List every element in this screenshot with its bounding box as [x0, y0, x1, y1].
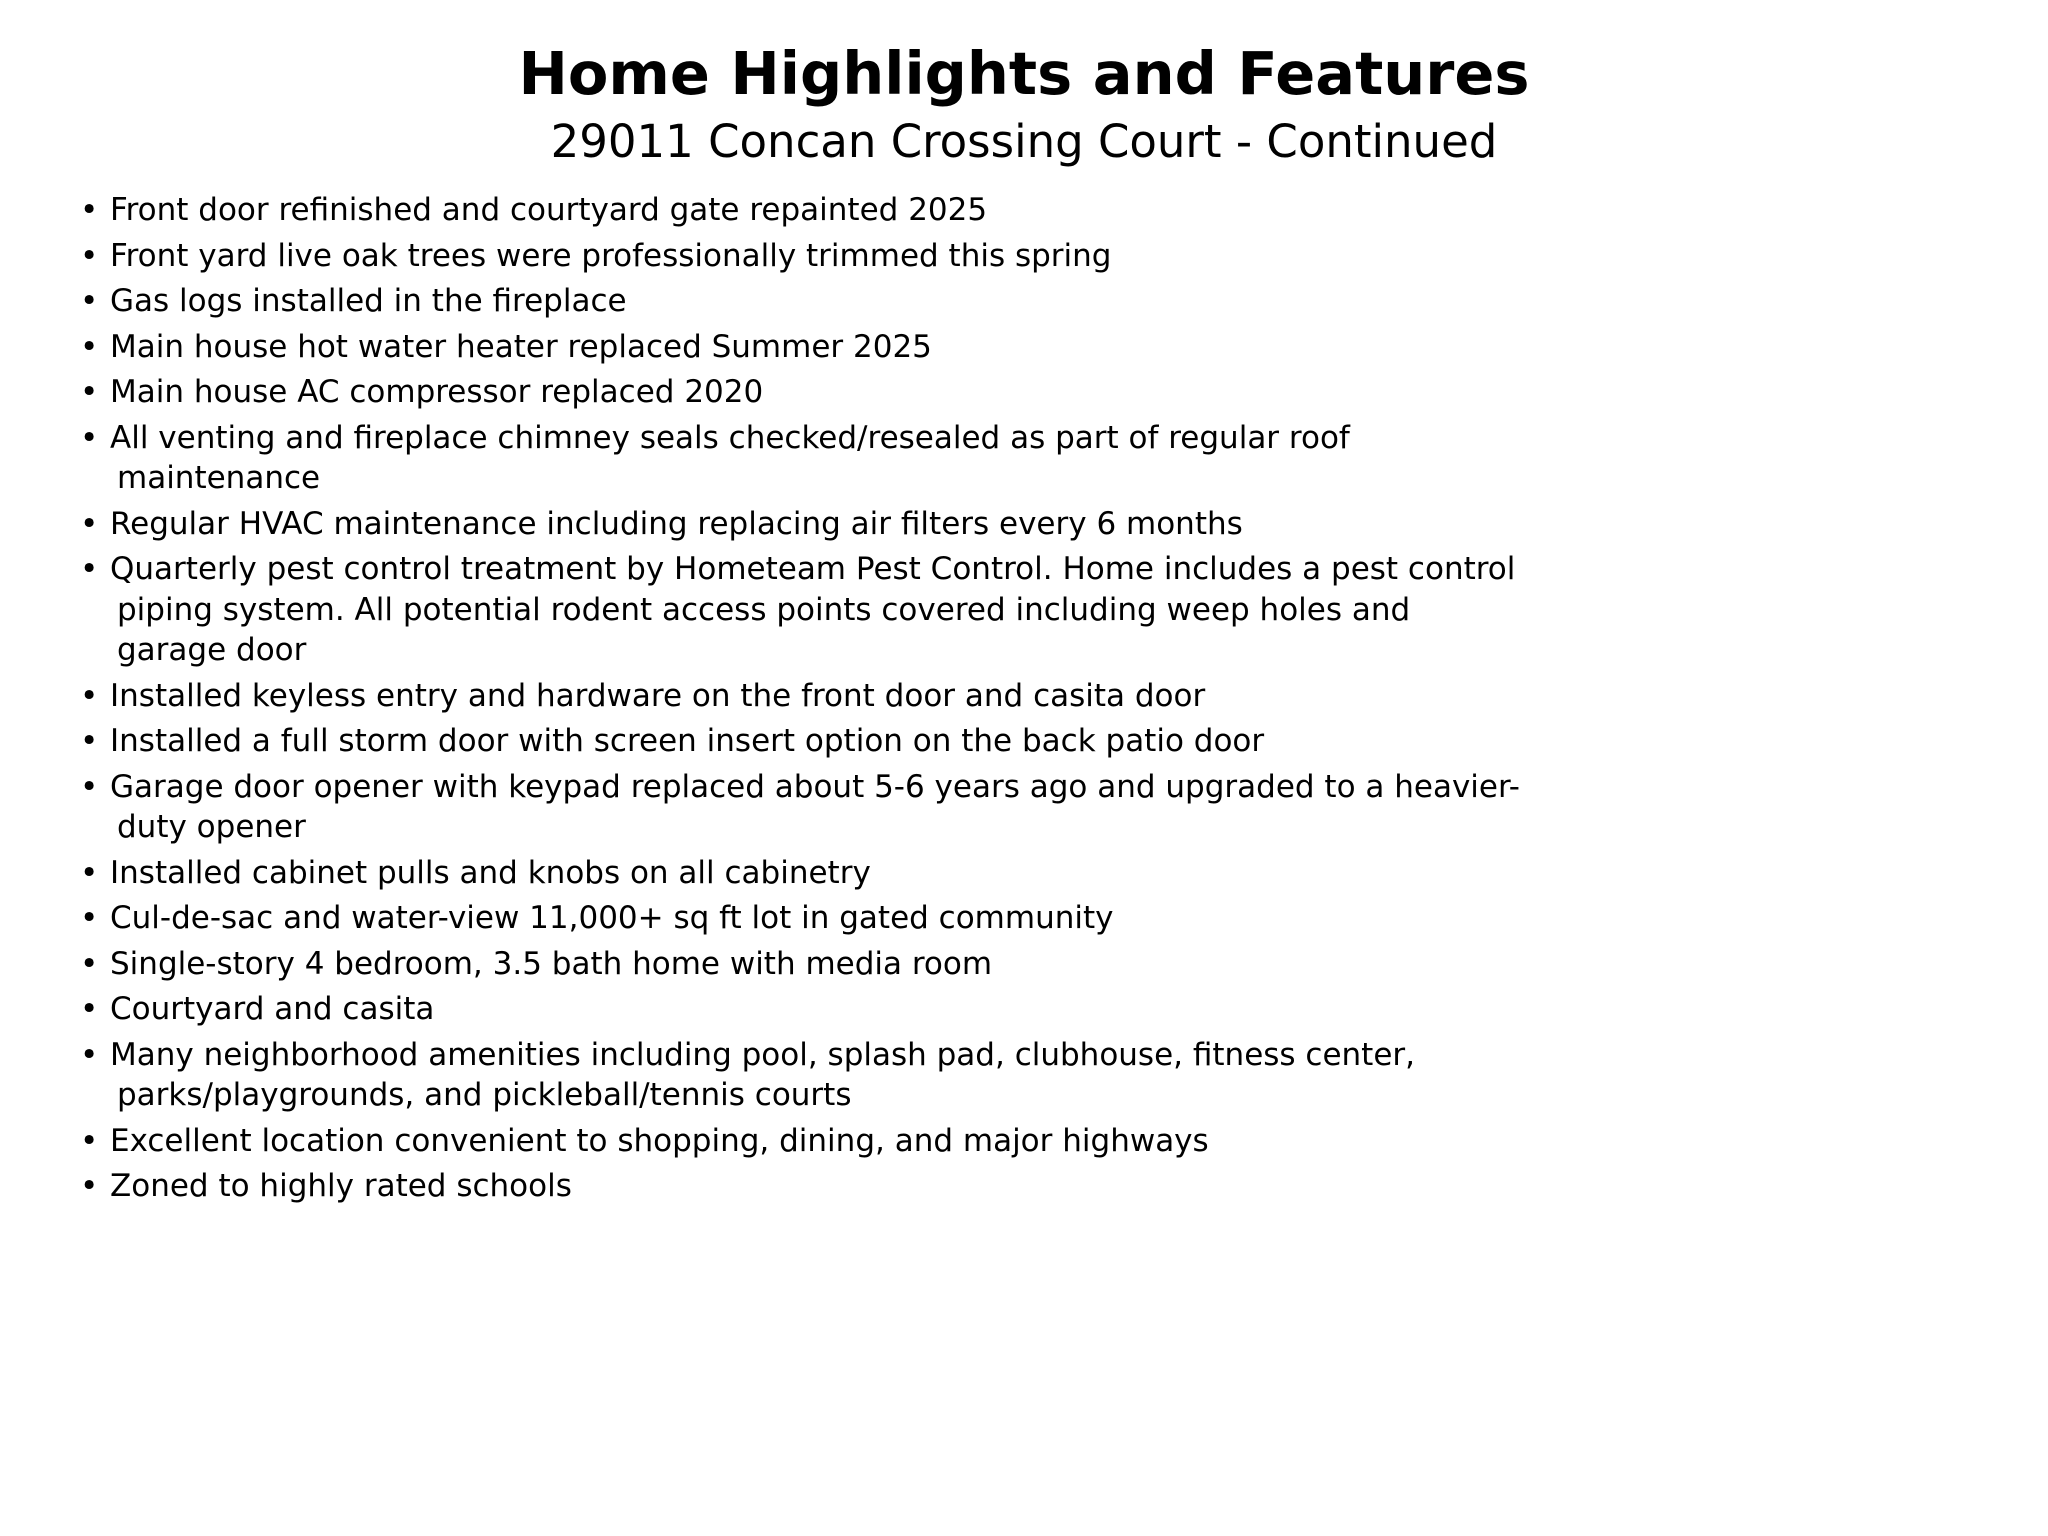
- feature-item: [80, 898, 1640, 939]
- feature-text-line: Installed a full storm door with screen insert option on the back patio door: [110, 723, 1265, 759]
- feature-text-line: Single-story 4 bedroom, 3.5 bath home with media room: [110, 945, 993, 982]
- bullet-icon: •: [80, 283, 99, 319]
- bullet-icon: •: [80, 945, 99, 982]
- bullet-icon: •: [80, 374, 99, 410]
- feature-item: [80, 1035, 1640, 1116]
- feature-text-line: Excellent location convenient to shopping, dining, and major highways: [110, 1122, 1209, 1159]
- feature-text-line: Many neighborhood amenities including pool, splash pad, clubhouse, fitness center,: [110, 1036, 1416, 1073]
- feature-text-line: Regular HVAC maintenance including replacing air filters every 6 months: [110, 505, 1243, 542]
- bullet-icon: •: [80, 723, 99, 759]
- feature-item: [80, 190, 1640, 231]
- page-title: Home Highlights and Features: [518, 39, 1530, 108]
- feature-item: [80, 989, 1640, 1030]
- feature-text-line: Main house hot water heater replaced Summer 2025: [110, 328, 932, 365]
- feature-text-line: Front yard live oak trees were professionally trimmed this spring: [110, 237, 1112, 274]
- bullet-icon: •: [80, 1168, 99, 1204]
- feature-item: [80, 549, 1640, 671]
- bullet-icon: •: [80, 505, 99, 542]
- feature-item: [80, 721, 1640, 762]
- feature-text-line: Cul-de-sac and water-view 11,000+ sq ft lot in gated community: [110, 900, 1114, 936]
- bullet-icon: •: [80, 854, 99, 891]
- feature-text-line: parks/playgrounds, and pickleball/tennis courts: [117, 1077, 852, 1113]
- feature-item: [80, 281, 1640, 322]
- feature-text-line: Installed cabinet pulls and knobs on all cabinetry: [110, 854, 871, 891]
- feature-text-line: Quarterly pest control treatment by Hometeam Pest Control. Home includes a pest control: [110, 551, 1516, 587]
- feature-item: [80, 1166, 1640, 1207]
- feature-item: [80, 944, 1640, 985]
- feature-text-line: Front door refinished and courtyard gate repainted 2025: [110, 192, 988, 228]
- bullet-icon: •: [80, 192, 99, 228]
- feature-text-line: garage door: [117, 632, 307, 668]
- feature-item: [80, 1121, 1640, 1162]
- feature-text-line: Main house AC compressor replaced 2020: [110, 374, 764, 410]
- bullet-icon: •: [80, 900, 99, 936]
- page-subtitle: 29011 Concan Crossing Court - Continued: [550, 115, 1498, 168]
- bullet-icon: •: [80, 991, 99, 1027]
- bullet-icon: •: [80, 419, 99, 456]
- feature-text-line: All venting and fireplace chimney seals checked/resealed as part of regular roof: [110, 419, 1350, 456]
- feature-item: [80, 372, 1640, 413]
- feature-list: [80, 190, 1640, 1212]
- bullet-icon: •: [80, 1122, 99, 1159]
- bullet-icon: •: [80, 1036, 99, 1073]
- feature-text-line: maintenance: [117, 460, 321, 496]
- feature-item: [80, 676, 1640, 717]
- feature-item: [80, 504, 1640, 545]
- bullet-icon: •: [80, 328, 99, 365]
- feature-item: [80, 767, 1640, 848]
- feature-text-line: Courtyard and casita: [110, 991, 435, 1027]
- feature-text-line: Zoned to highly rated schools: [110, 1168, 572, 1204]
- feature-item: [80, 853, 1640, 894]
- feature-text-line: Installed keyless entry and hardware on the front door and casita door: [110, 677, 1206, 714]
- feature-text-line: Garage door opener with keypad replaced about 5-6 years ago and upgraded to a heavier-: [110, 768, 1520, 805]
- feature-item: [80, 327, 1640, 368]
- feature-text-line: duty opener: [117, 809, 306, 845]
- feature-item: [80, 236, 1640, 277]
- bullet-icon: •: [80, 677, 99, 714]
- bullet-icon: •: [80, 768, 99, 805]
- feature-item: [80, 418, 1640, 499]
- feature-text-line: piping system. All potential rodent access points covered including weep holes and: [117, 591, 1411, 628]
- bullet-icon: •: [80, 237, 99, 274]
- bullet-icon: •: [80, 551, 99, 587]
- feature-text-line: Gas logs installed in the fireplace: [110, 283, 627, 319]
